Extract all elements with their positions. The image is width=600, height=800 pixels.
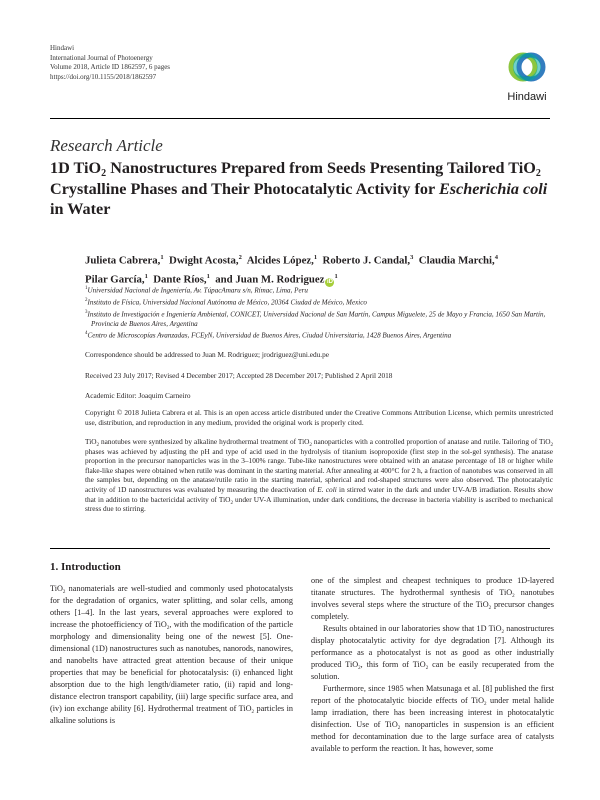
author: Dante Ríos, xyxy=(153,273,207,286)
author: and Juan M. Rodriguez xyxy=(215,273,325,286)
volume-info: Volume 2018, Article ID 1862597, 6 pages xyxy=(50,63,171,71)
article-title: 1D TiO$_2$ Nanostructures Prepared from Seeds Presenting Tailored TiO$_2$ Crystalline Phases and Their Photocatalytic Activity for Escherichia coli in Water xyxy=(50,159,548,218)
article-dates: Received 23 July 2017; Revised 4 December 2017; Accepted 28 December 2017; Published 2 April 2018 xyxy=(85,371,393,380)
article-type: Research Article xyxy=(50,136,163,155)
abstract: TiO$_2$ nanotubes were synthesized by alkaline hydrothermal treatment of TiO$_2$ nanoparticles with a controlled proportion of anatase and rutile. Tailoring of TiO$_2$ phases was achieved by adjusting the pH and type of acid used in the hydrolysis of titanium isopropoxide (first step in the sol-gel synthesis). The anatase proportion in the precursor nanoparticles was in the 3–100% range. Tube-like nanostructures were obtained with an anatase percentage of 18 or higher while flake-like shapes were obtained when rutile was dominant in the starting material. After annealing at 400°C for 2 h, a fraction of nanotubes was conserved in all the samples but, depending on the anatase/rutile ratio in the starting material, spherical and rod-shaped structures were also observed. The photocatalytic activity of 1D nanostructures was evaluated by measuring the deactivation of E. coli in stirred water in the dark and under UV-A/B irradiation. Results show that in addition to the bactericidal activity of TiO$_2$ under UV-A illumination, under dark conditions, the decrease in bacteria viability is ascribed to mechanical stress due to stirring. xyxy=(85,437,553,514)
journal-header xyxy=(50,44,170,82)
copyright: Copyright © 2018 Julieta Cabrera et al. This is an open access article distributed under the Creative Commons Attribution License, which permits unrestricted use, distribution, and reproduction in any medium, provided the original work is properly cited. xyxy=(85,408,553,427)
intro-right-column xyxy=(311,575,554,755)
logo-text: Hindawi xyxy=(507,91,547,103)
affiliation: $^1$Universidad Nacional de Ingeniería, Av. TúpacAmaru s/n, Rímac, Lima, Peru xyxy=(85,286,308,295)
journal-name: International Journal of Photoenergy xyxy=(50,53,153,62)
intro-left-column xyxy=(50,583,293,727)
correspondence: Correspondence should be addressed to Juan M. Rodriguez; jrodriguez@uni.edu.pe xyxy=(85,350,330,359)
author: Julieta Cabrera, xyxy=(85,254,161,267)
author: Pilar García, xyxy=(85,273,145,286)
paragraph: Furthermore, since 1985 when Matsunaga et al. [8] published the first report of the photocatalytic biocide effects of TiO$_2$ under metal halide lamp irradiation, there has been increasing interest in photocatalytic disinfection. Use of TiO$_2$ nanoparticles in suspension is an efficient method for decontamination due to the large surface area of catalysts available to perform the reaction. It has, however, some xyxy=(311,684,554,753)
author: Claudia Marchi, xyxy=(418,254,495,267)
affiliations xyxy=(85,284,555,341)
affiliation: $^2$Instituto de Física, Universidad Nacional Autónoma de México, 20364 Ciudad de México, Mexico xyxy=(85,297,367,307)
author: Alcides López, xyxy=(246,254,314,267)
orcid-icon[interactable]: iD xyxy=(326,278,333,285)
paragraph: Results obtained in our laboratories show that 1D TiO$_2$ nanostructures display photocatalytic activity for dye degradation [7]. Although its performance as a photocatalyst is not as good as other industrially produced TiO$_2$, this form of TiO$_2$ can be easily recuperated from the solution. xyxy=(311,624,554,681)
header-rule xyxy=(50,118,550,119)
affiliation: $^3$Instituto de Investigación e Ingeniería Ambiental, CONICET, Universidad Nacional de San Martín, Campus Miguelete, 25 de Mayo y Francia, 1650 San Martín, Provincia de Buenos Aires, Argentina xyxy=(85,309,546,328)
author: Roberto J. Candal, xyxy=(322,254,411,267)
section-heading: 1. Introduction xyxy=(50,561,121,573)
doi-link[interactable]: https://doi.org/10.1155/2018/1862597 xyxy=(50,72,157,81)
author-list: Julieta Cabrera,$^1$ Dwight Acosta,$^2$ Alcides López,$^1$ Roberto J. Candal,$^3$ Claudia Marchi,$^4$ Pilar García,$^1$ Dante Ríos,$^1$ and Juan M. Rodriguez $iD^1$ xyxy=(85,254,498,286)
author: Dwight Acosta, xyxy=(169,254,239,267)
paragraph: one of the simplest and cheapest techniques to produce 1D-layered titanate structures. The hydrothermal synthesis of TiO$_2$ nanotubes involves several steps where the structure of the TiO$_2$ precursor changes completely. xyxy=(311,576,555,621)
paragraph: TiO$_2$ nanomaterials are well-studied and commonly used photocatalysts for the degradation of organics, water splitting, and solar cells, among others [1–4]. In the last years, several approaches were explored to increase the photoefficiency of TiO$_2$, with the modification of the particle morphology and dimensionality being one of the newest [5]. One-dimensional (1D) nanostructures such as nanotubes, nanorods, nanowires, and nanobelts have attracted great attention because of their unique properties that may be beneficial for photocatalysis: (i) enhanced light absorption due to the high length/diameter ratio, (ii) rapid and long-distance electron transport capability, (iii) large specific surface area, and (iv) ion exchange ability [6]. Hydrothermal treatment of TiO$_2$ particles in alkaline solutions is xyxy=(50,584,294,725)
affiliation: $^4$Centro de Microscopías Avanzadas, FCEyN, Universidad de Buenos Aires, Ciudad Universitaria, 1428 Buenos Aires, Argentina xyxy=(85,331,452,340)
section-rule xyxy=(50,548,550,549)
publisher-name: Hindawi xyxy=(50,44,75,52)
academic-editor: Academic Editor: Joaquim Carneiro xyxy=(85,391,191,400)
